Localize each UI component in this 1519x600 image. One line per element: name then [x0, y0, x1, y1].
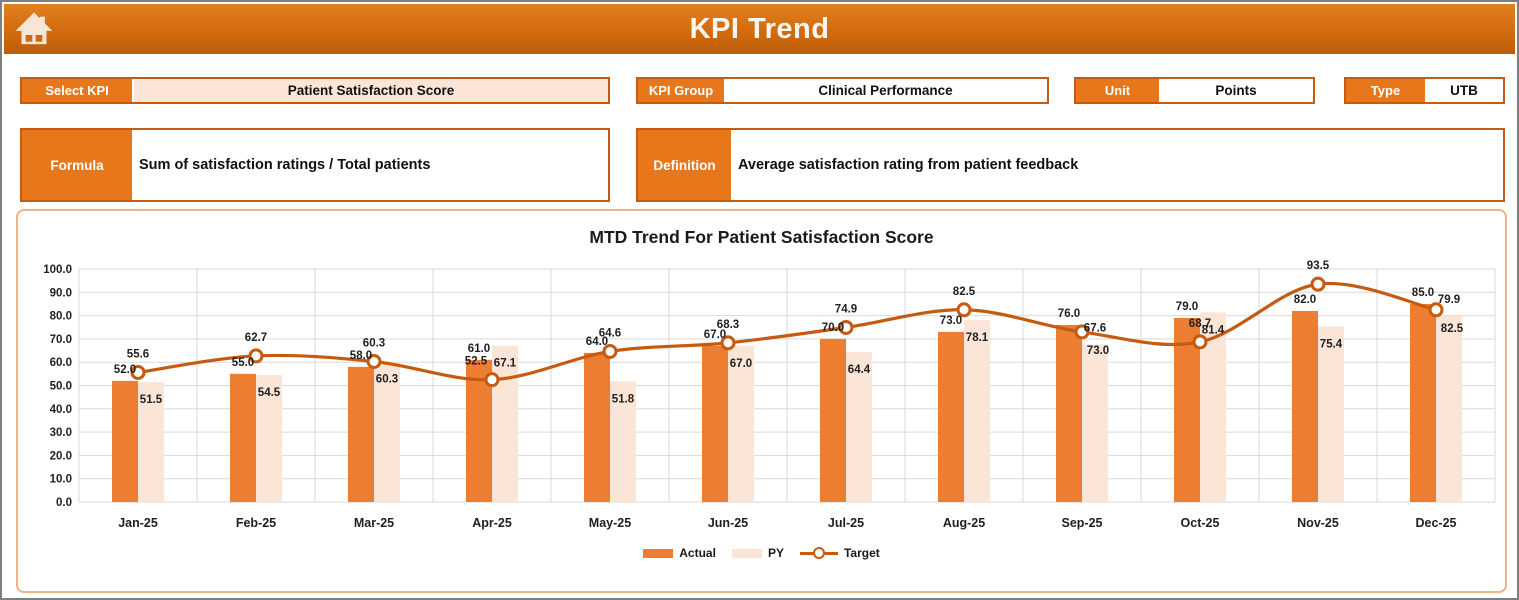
select-kpi-label: Select KPI [22, 79, 132, 102]
legend-swatch-py-icon [732, 549, 762, 558]
actual-data-label: 58.0 [349, 349, 373, 362]
actual-data-label: 79.0 [1175, 300, 1199, 313]
x-axis-month-label: Jun-25 [707, 516, 749, 530]
kpi-group-field [636, 77, 1049, 104]
kpi-trend-chart [18, 251, 1505, 543]
py-data-label: 60.3 [375, 373, 399, 386]
target-data-label: 60.3 [362, 337, 386, 350]
py-bar [1318, 326, 1344, 502]
y-axis-tick-label: 100.0 [43, 264, 72, 276]
y-axis-tick-label: 50.0 [49, 380, 72, 393]
target-marker [486, 374, 498, 386]
target-data-label: 74.9 [834, 303, 858, 316]
actual-bar [230, 374, 256, 502]
y-axis-tick-label: 10.0 [49, 473, 72, 486]
legend-item-actual [643, 546, 716, 560]
legend-item-target [800, 546, 880, 560]
kpi-group-value: Clinical Performance [724, 79, 1047, 102]
actual-data-label: 61.0 [467, 342, 491, 355]
unit-label: Unit [1076, 79, 1159, 102]
actual-data-label: 70.0 [821, 321, 845, 334]
header-bar [4, 4, 1515, 54]
formula-box [20, 128, 610, 202]
py-data-label: 67.1 [493, 357, 517, 370]
target-data-label: 64.6 [598, 327, 622, 340]
type-field [1344, 77, 1505, 104]
py-data-label: 78.1 [965, 332, 989, 345]
actual-bar [938, 332, 964, 502]
py-data-label: 67.6 [1083, 322, 1107, 335]
type-label: Type [1346, 79, 1425, 102]
actual-bar [1292, 311, 1318, 502]
select-kpi-value[interactable]: Patient Satisfaction Score [132, 79, 608, 102]
formula-value: Sum of satisfaction ratings / Total patients [132, 130, 608, 200]
actual-bar [702, 346, 728, 502]
py-bar [1082, 344, 1108, 502]
target-data-label: 82.5 [1440, 322, 1464, 335]
target-data-label: 52.5 [464, 355, 488, 368]
x-axis-month-label: Mar-25 [353, 516, 395, 530]
x-axis-month-label: Jul-25 [827, 516, 865, 530]
page-title: KPI Trend [689, 13, 830, 45]
actual-data-label: 67.0 [703, 328, 727, 341]
actual-bar [112, 381, 138, 502]
definition-box [636, 128, 1505, 202]
legend-label-actual: Actual [679, 546, 716, 560]
definition-value: Average satisfaction rating from patient feedback [731, 130, 1503, 200]
actual-data-label: 55.0 [231, 356, 255, 369]
x-axis-month-label: May-25 [588, 516, 632, 530]
target-data-label: 73.0 [1086, 344, 1110, 357]
target-data-label: 93.5 [1306, 260, 1330, 273]
target-data-label: 68.3 [716, 318, 740, 331]
unit-value: Points [1159, 79, 1313, 102]
x-axis-month-label: Feb-25 [235, 516, 277, 530]
x-axis-month-label: Nov-25 [1297, 516, 1339, 530]
actual-data-label: 64.0 [585, 335, 609, 348]
actual-data-label: 52.0 [113, 363, 137, 376]
py-data-label: 54.5 [257, 387, 281, 400]
target-data-label: 55.6 [126, 348, 150, 361]
x-axis-month-label: Sep-25 [1061, 516, 1103, 530]
legend-label-target: Target [843, 546, 880, 560]
x-axis-month-label: Aug-25 [942, 516, 986, 530]
y-axis-tick-label: 20.0 [49, 450, 72, 463]
actual-bar [820, 339, 846, 502]
chart-legend [18, 546, 1505, 560]
y-axis-tick-label: 70.0 [49, 333, 72, 346]
legend-item-py [732, 546, 784, 560]
py-data-label: 79.9 [1437, 293, 1461, 306]
y-axis-tick-label: 0.0 [56, 497, 72, 509]
x-axis-month-label: Oct-25 [1180, 516, 1220, 530]
select-kpi-field [20, 77, 610, 104]
target-data-label: 68.7 [1188, 317, 1212, 330]
y-axis-tick-label: 60.0 [49, 357, 72, 370]
y-axis-tick-label: 90.0 [49, 287, 72, 300]
target-data-label: 62.7 [244, 331, 268, 344]
definition-label: Definition [638, 130, 731, 200]
py-data-label: 75.4 [1319, 338, 1343, 351]
x-axis-month-label: Apr-25 [472, 516, 512, 530]
py-data-label: 51.5 [139, 394, 163, 407]
actual-data-label: 76.0 [1057, 307, 1081, 320]
py-data-label: 64.4 [847, 363, 871, 376]
actual-data-label: 85.0 [1411, 286, 1435, 299]
actual-data-label: 73.0 [939, 314, 963, 327]
py-bar [964, 320, 990, 502]
actual-bar [584, 353, 610, 502]
chart-title: MTD Trend For Patient Satisfaction Score [589, 227, 934, 247]
target-marker [1312, 278, 1324, 290]
legend-label-py: PY [767, 546, 784, 560]
unit-field [1074, 77, 1315, 104]
actual-bar [1056, 325, 1082, 502]
actual-bar [1410, 304, 1436, 502]
x-axis-month-label: Jan-25 [118, 516, 158, 530]
y-axis-tick-label: 80.0 [49, 310, 72, 323]
target-marker [1194, 336, 1206, 348]
py-data-label: 51.8 [611, 393, 635, 406]
chart-panel [16, 209, 1507, 593]
kpi-group-label: KPI Group [638, 79, 724, 102]
y-axis-tick-label: 30.0 [49, 427, 72, 440]
py-data-label: 67.0 [729, 357, 753, 370]
y-axis-tick-label: 40.0 [49, 403, 72, 416]
legend-swatch-target-icon [800, 547, 838, 560]
actual-bar [348, 367, 374, 502]
type-value: UTB [1425, 79, 1503, 102]
py-data-label: 81.4 [1201, 324, 1225, 337]
actual-data-label: 82.0 [1293, 293, 1317, 306]
target-data-label: 82.5 [952, 285, 976, 298]
formula-label: Formula [22, 130, 132, 200]
py-bar [1436, 316, 1462, 502]
x-axis-month-label: Dec-25 [1415, 516, 1457, 530]
legend-swatch-actual-icon [643, 549, 673, 558]
